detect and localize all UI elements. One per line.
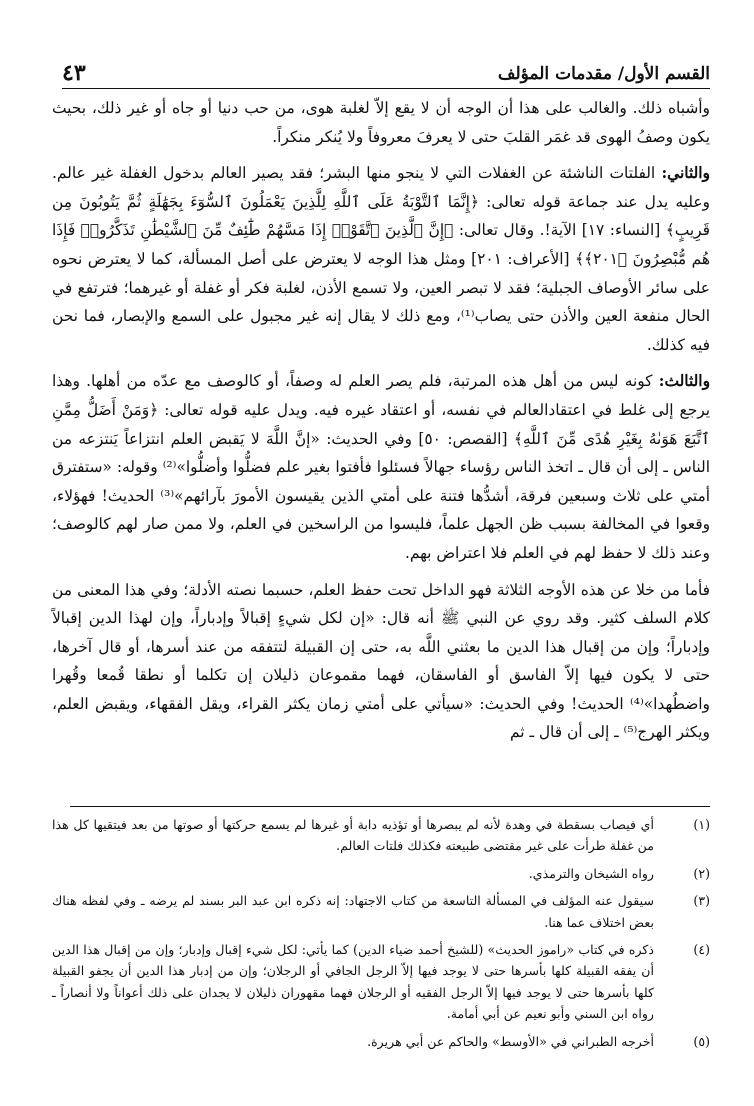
footnote-number: (٥) (693, 1033, 710, 1049)
footnote-text: ذكره في كتاب «راموز الحديث» (للشيخ أحمد ضياء الدين) كما يأتي: لكل شيء إقبال وإدبار؛ وإن من إقبال هذا الدين أن يفقه القبيلة كلها بأسرها حتى لا يوجد فيها إلاّ الرجل الجافي أو الرجلان؛ وإن من إدبار هذا الدين أن يجفو القبيلة كلها بأسرها حتى لا يوجد فيها إلاّ الرجل الفقيه أو الرجلان فهما مقهوران ذليلان لا يجدان على ذلك أعواناً ولا أنصاراً ـ رواه ابن السني وأبو نعيم عن أبي أمامة. (52, 942, 654, 1022)
footnote (52, 1031, 710, 1052)
footnote-number: (١) (693, 817, 710, 832)
footnote (52, 863, 710, 884)
main-text (52, 94, 710, 755)
page-number: ٤٣ (62, 60, 86, 86)
footnote-text: رواه الشيخان والترمذي. (528, 865, 654, 881)
footnote (52, 814, 710, 857)
footnote-text: أي فيصاب بسقطة في وهدة لأنه لم يبصرها أو تؤذيه دابة أو غيرها لم يسمع حركتها أو صوتها من بعد فيتقيها كل هذا من غفلة طرأت على غير مقتضى طبيعته فكذلك فلتات العالم. (52, 817, 654, 854)
paragraph-lead: والثالث: (658, 372, 710, 391)
paragraph (52, 159, 710, 359)
running-header (62, 52, 710, 89)
paragraph-text: وأشباه ذلك. والغالب على هذا أن الوجه أن لا يقع إلاّ لغلبة هوى، من حب دنيا أو جاه أو غير ذلك، بحيث يكون وصفُ الهوى قد غمَر القلبَ حتى لا يعرفَ معروفاً ولا يُنكر منكراً. (52, 99, 710, 146)
footnote-number: (٤) (693, 942, 710, 958)
footnote-number: (٢) (693, 865, 710, 881)
footnote-text: أخرجه الطبراني في «الأوسط» والحاكم عن أبي هريرة. (367, 1033, 654, 1049)
footnote-number: (٣) (693, 893, 710, 909)
footnotes (52, 814, 710, 1058)
footnote (52, 890, 710, 933)
paragraph (52, 367, 710, 567)
paragraph (52, 94, 710, 151)
paragraph (52, 576, 710, 748)
footnote (52, 939, 710, 1025)
footnote-separator (70, 806, 710, 807)
paragraph-text: فأما من خلا عن هذه الأوجه الثلاثة فهو الداخل تحت حفظ العلم، حسبما نصته الأدلة؛ وفي هذا المعنى من كلام السلف كثير. وقد روي عن النبي ﷺ أنه قال: «إن لكل شيءٍ إقبالاً وإدباراً، وإن لهذا الدين إقبالاً وإدباراً؛ وإن من إقبال هذا الدين ما بعثني اللَّه به، حتى إن القبيلة لتتفقه من عند أسرها، أو قال آخرها، حتى لا يكون فيها إلاّ الفاسق أو الفاسقان، فهما مقموعان ذليلان إن تكلما أو نطقا قُمعا وقُهرا واضطُهدا»⁽⁴⁾ الحديث! وفي الحديث: «سيأتي على أمتي زمان يكثر القراء، ويقل الفقهاء، ويقبض العلم، ويكثر الهرج⁽⁵⁾ ـ إلى أن قال ـ ثم (52, 580, 710, 742)
footnote-text: سيقول عنه المؤلف في المسألة التاسعة من كتاب الاجتهاد: إنه ذكره ابن عبد البر بسند لم يرضه ـ وفي لفظه هناك بعض اختلاف عما هنا. (52, 893, 654, 930)
paragraph-text: الفلتات الناشئة عن الغفلات التي لا ينجو منها البشر؛ فقد يصير العالم بدخول الغفلة غير عالم. وعليه يدل عند جماعة قوله تعالى: ﴿إِنَّمَا ٱلتَّوْبَةُ عَلَى ٱللَّهِ لِلَّذِينَ يَعْمَلُونَ ٱلسُّوٓءَ بِجَهَٰلَةٍ ثُمَّ يَتُوبُونَ مِن قَرِيبٍ﴾ [النساء: ١٧] الآية!. وقال تعالى: ﴿إِنَّ ٱلَّذِينَ ٱتَّقَوْا۟ إِذَا مَسَّهُمْ طَٰٓئِفٌ مِّنَ ٱلشَّيْطَٰنِ تَذَكَّرُوا۟ فَإِذَا هُم مُّبْصِرُونَ ﴿٢٠١﴾﴾ [الأعراف: ٢٠١] ومثل هذا الوجه لا يعترض على أصل المسألة، كما لا يعترض نحوه على سائر الأوصاف الجبلية؛ فقد لا تبصر العين، ولا تسمع الأذن، لغلبة فكر أو غفلة أو غيرهما؛ فترتفع في الحال منفعة العين والأذن حتى يصاب⁽¹⁾، ومع ذلك لا يقال إنه غير مجبول على السمع والإبصار، فما نحن فيه كذلك. (52, 164, 710, 354)
paragraph-text: كونه ليس من أهل هذه المرتبة، فلم يصر العلم له وصفاً، أو كالوصف مع عدّه من أهلها. وهذا يرجع إلى غلط في اعتقادالعالم في نفسه، أو اعتقاد غيره فيه. ويدل عليه قوله تعالى: ﴿وَمَنْ أَضَلُّ مِمَّنِ ٱتَّبَعَ هَوَىٰهُ بِغَيْرِ هُدًى مِّنَ ٱللَّهِ﴾ [القصص: ٥٠] وفي الحديث: «إنَّ اللَّهَ لا يَقبض العلم انتزاعاً يَنتزعه من الناس ـ إلى أن قال ـ اتخذ الناس رؤساء جهالاً فسئلوا فأفتوا بغير علم فضلُّوا وأضلُّوا»⁽²⁾ وقوله: «ستفترق أمتي على ثلاث وسبعين فرقة، أشدُّها فتنة على أمتي الذين يقيسون الأمورَ بآرائهم»⁽³⁾ الحديث! فهؤلاء، وقعوا في المخالفة بسبب ظن الجهل علماً، فليسوا من الراسخين في العلم، ولا ممن صار لهم كالوصف؛ وعند ذلك لا حفظ لهم في العلم فلا اعتراض بهم. (52, 372, 711, 562)
header-title: القسم الأول/ مقدمات المؤلف (497, 64, 710, 84)
paragraph-lead: والثاني: (661, 164, 710, 183)
